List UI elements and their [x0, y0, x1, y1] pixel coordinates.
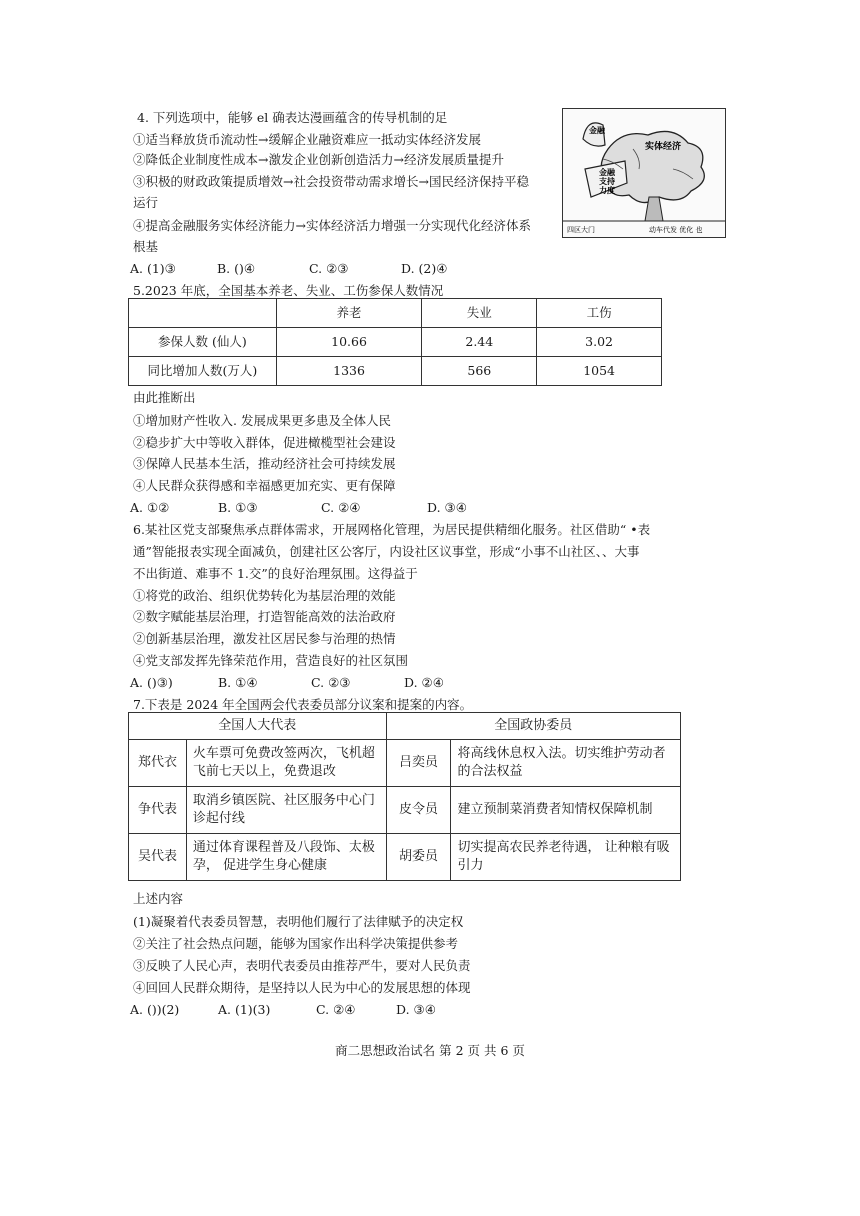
q7-lead: 上述内容 — [133, 891, 184, 906]
q7-header-npc: 全国人大代表 — [129, 713, 387, 740]
q7-item-2: ②关注了社会热点问题，能够为国家作出科学决策提供参考 — [133, 936, 459, 951]
q5-item-4: ④人民群众获得感和幸福感更加充实、更有保障 — [133, 478, 396, 493]
q5-header-unemployment: 失业 — [422, 299, 537, 328]
q6-item-3: ②创新基层治理，激发社区居民参与治理的热情 — [133, 631, 396, 646]
q5-option-b[interactable]: B. ①③ — [218, 500, 258, 515]
page-footer: 商二思想政治试名 第 2 页 共 6 页 — [335, 1043, 525, 1058]
q4-option-a[interactable]: A. (1)③ — [130, 261, 176, 276]
table-cell: 10.66 — [276, 328, 422, 357]
q4-options — [130, 261, 447, 277]
table-row — [129, 740, 681, 787]
table-cell: 取消乡镇医院、社区服务中心门诊起付线 — [186, 787, 386, 834]
q5-option-a[interactable]: A. ①② — [130, 500, 170, 515]
cartoon-label-1: 金融 — [589, 126, 605, 135]
q4-option-c[interactable]: C. ②③ — [309, 261, 349, 276]
q6-item-4: ④党支部发挥先锋荣范作用，营造良好的社区氛围 — [133, 653, 409, 668]
q4-item-2: ②降低企业制度性成本→激发企业创新创造活力→经济发展质量提升 — [133, 152, 504, 167]
q7-item-1: (1)凝聚着代表委员智慧，表明他们履行了法律赋予的决定权 — [133, 914, 464, 929]
q7-option-d[interactable]: D. ③④ — [396, 1002, 436, 1017]
q7-item-4: ④回回人民群众期待，是坚持以人民为中心的发展思想的体现 — [133, 980, 471, 995]
q5-options — [130, 500, 467, 516]
q7-option-a[interactable]: A. ())(2) — [130, 1002, 180, 1017]
q5-header-pension: 养老 — [276, 299, 422, 328]
q5-option-c[interactable]: C. ②④ — [321, 500, 361, 515]
table-cell: 2.44 — [422, 328, 537, 357]
table-cell: 参保人数 (仙人) — [129, 328, 277, 357]
q5-item-1: ①增加财产性收入. 发展成果更多患及全体人民 — [133, 413, 391, 428]
table-cell: 吕奕员 — [386, 740, 451, 787]
q7-table — [128, 712, 681, 881]
q5-table — [128, 298, 662, 386]
q6-option-d[interactable]: D. ②④ — [404, 675, 444, 690]
q6-item-2: ②数字赋能基层治理，打造智能高效的法治政府 — [133, 609, 396, 624]
cartoon-label-2: 实体经济 — [645, 142, 682, 152]
q5-item-3: ③保障人民基本生活，推动经济社会可持续发展 — [133, 456, 396, 471]
q6-stem-2: 通”智能报表实现全面减负，创建社区公客厅，内设社区议事堂，形成“小事不山社区、、大事 — [133, 544, 640, 559]
q4-item-3-cont: 运行 — [133, 195, 159, 210]
q4-item-4: ④提高金融服务实体经济能力→实体经济活力增强一分实现代化经济体系 — [133, 218, 531, 233]
table-row — [129, 299, 662, 328]
q4-item-4-cont: 根基 — [133, 239, 159, 254]
q4-option-d[interactable]: D. (2)④ — [401, 261, 448, 276]
q4-cartoon — [562, 108, 726, 238]
table-cell: 将高线休息权入法。切实维护劳动者的合法权益 — [451, 740, 681, 787]
q7-header-cppcc: 全国政协委员 — [386, 713, 680, 740]
table-cell: 切实提高农民养老待遇， 让种粮有吸引力 — [451, 834, 681, 881]
q5-option-d[interactable]: D. ③④ — [427, 500, 467, 515]
q7-option-c[interactable]: C. ②④ — [316, 1002, 356, 1017]
cartoon-label-4: 支持 — [599, 177, 615, 186]
table-cell: 皮令员 — [386, 787, 451, 834]
q7-options — [130, 1002, 436, 1018]
q4-option-b[interactable]: B. ()④ — [217, 261, 256, 276]
table-cell: 建立预制菜消费者知情权保障机制 — [451, 787, 681, 834]
q4-item-1: ①适当释放货币流动性→缓解企业融资难应一抵动实体经济发展 — [133, 132, 481, 147]
cartoon-caption-right: 动车代发 优化 也 — [649, 226, 703, 234]
table-row — [129, 787, 681, 834]
cartoon-caption-left: 四区大门 — [567, 226, 595, 234]
q4-stem: 4. 下列选项中，能够 el 确表达漫画蕴含的传导机制的足 — [137, 110, 448, 125]
table-cell: 火车票可免费改签两次，飞机超飞前七天以上，免费退改 — [186, 740, 386, 787]
q5-lead: 由此推断出 — [133, 390, 196, 405]
q5-item-2: ②稳步扩大中等收入群体，促进橄榄型社会建设 — [133, 435, 396, 450]
q6-option-b[interactable]: B. ①④ — [218, 675, 258, 690]
table-cell: 3.02 — [537, 328, 662, 357]
table-cell: 吴代表 — [129, 834, 187, 881]
table-cell: 1336 — [276, 357, 422, 386]
table-row — [129, 834, 681, 881]
q6-options — [130, 675, 444, 691]
cartoon-drawing — [563, 109, 725, 237]
q6-item-1: ①将党的政治、组织优势转化为基层治理的效能 — [133, 588, 396, 603]
table-row — [129, 357, 662, 386]
cartoon-label-3: 金融 — [599, 168, 615, 177]
table-row — [129, 713, 681, 740]
table-row — [129, 328, 662, 357]
q7-option-a2[interactable]: A. (1)(3) — [218, 1002, 271, 1017]
q6-option-c[interactable]: C. ②③ — [311, 675, 351, 690]
q7-stem: 7.下表是 2024 年全国两会代表委员部分议案和提案的内容。 — [133, 697, 473, 712]
table-cell: 同比增加人数(万人) — [129, 357, 277, 386]
table-cell: 胡委员 — [386, 834, 451, 881]
q4-item-3: ③积极的财政政策提质增效→社会投资带动需求增长→国民经济保持平稳 — [133, 174, 529, 189]
q6-stem-1: 6.某社区党支部聚焦承点群体需求，开展网格化管理，为居民提供精细化服务。社区借助“ •表 — [133, 522, 651, 537]
cartoon-label-5: 力度 — [599, 186, 615, 195]
q5-header-blank — [129, 299, 277, 328]
q5-stem: 5.2023 年底，全国基本养老、失业、工伤参保人数情况 — [133, 283, 444, 298]
q6-stem-3: 不出街道、难事不 1.交”的良好治理氛围。这得益于 — [133, 566, 418, 581]
table-cell: 1054 — [537, 357, 662, 386]
q7-item-3: ③反映了人民心声，表明代表委员由推荐严牛，要对人民负责 — [133, 958, 471, 973]
q5-header-injury: 工伤 — [537, 299, 662, 328]
table-cell: 通过体育课程普及八段饰、太极孕， 促进学生身心健康 — [186, 834, 386, 881]
table-cell: 566 — [422, 357, 537, 386]
table-cell: 郑代衣 — [129, 740, 187, 787]
table-cell: 争代表 — [129, 787, 187, 834]
q6-option-a[interactable]: A. ()③) — [130, 675, 173, 690]
